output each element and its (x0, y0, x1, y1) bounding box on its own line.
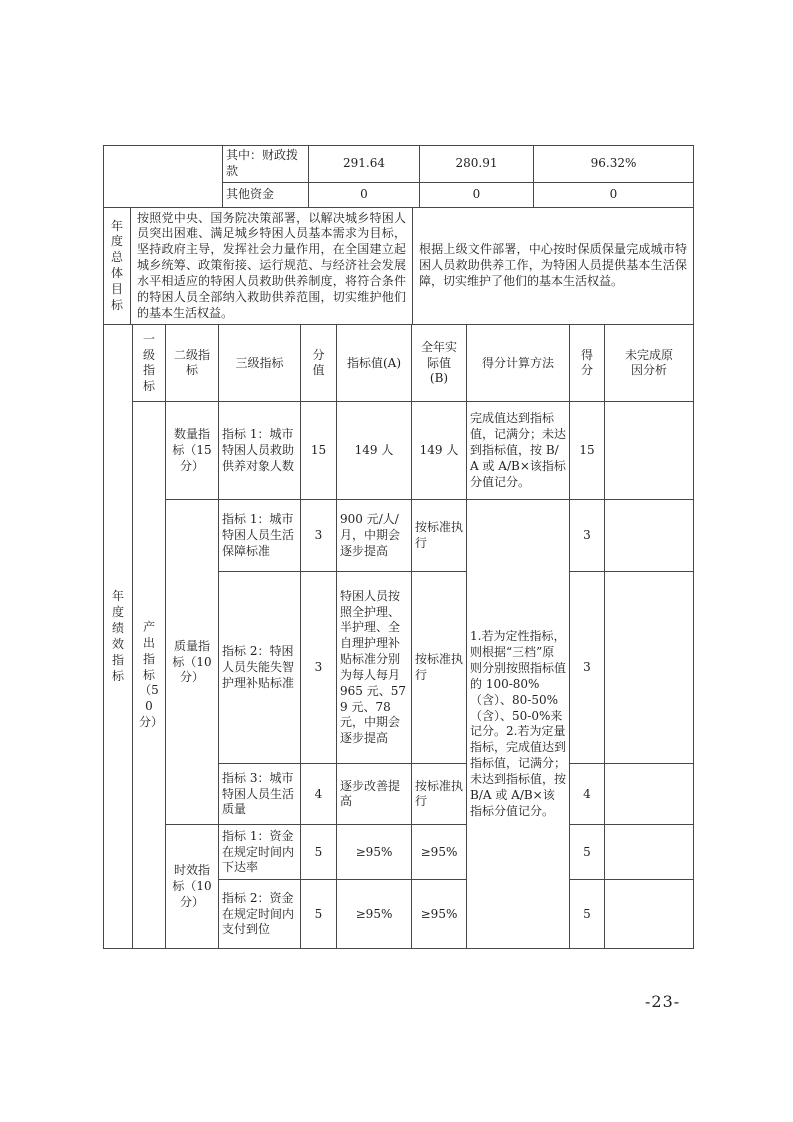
table-row (104, 500, 694, 572)
budget-value: 291.64 (309, 146, 420, 183)
points-value: 3 (301, 500, 337, 572)
points-value: 4 (301, 764, 337, 825)
annual-goal-table (103, 207, 694, 326)
score-value: 5 (570, 825, 605, 880)
indicator-name: 指标 1：资金在规定时间内下达率 (219, 825, 301, 880)
col-header-score: 得分 (570, 325, 605, 402)
indicator-name: 指标 3：城市特困人员生活质量 (219, 764, 301, 825)
score-value: 3 (570, 500, 605, 572)
points-value: 3 (301, 572, 337, 764)
points-value: 15 (301, 402, 337, 500)
table-row (104, 146, 694, 183)
indicator-name: 指标 1：城市特困人员救助供养对象人数 (219, 402, 301, 500)
actual-value: 149 人 (412, 402, 467, 500)
col-header-reason: 未完成原因分析 (605, 325, 694, 402)
score-value: 15 (570, 402, 605, 500)
actual-value: 按标准执行 (412, 764, 467, 825)
actual-value: ≥95% (412, 825, 467, 880)
col-header-actual: 全年实际值(B) (412, 325, 467, 402)
actual-value: ≥95% (412, 880, 467, 949)
col-header-method: 得分计算方法 (467, 325, 570, 402)
table-header-row (104, 325, 694, 402)
target-value: ≥95% (337, 825, 412, 880)
budget-table (103, 145, 694, 208)
table-row (104, 825, 694, 880)
reason-cell (605, 572, 694, 764)
budget-rate: 0 (534, 182, 694, 207)
target-value: ≥95% (337, 880, 412, 949)
reason-cell (605, 500, 694, 572)
target-value: 149 人 (337, 402, 412, 500)
score-value: 3 (570, 572, 605, 764)
group-label-quality: 质量指标（10分） (166, 500, 219, 825)
reason-cell (605, 825, 694, 880)
points-value: 5 (301, 880, 337, 949)
method-text: 完成值达到指标值，记满分；未达到指标值，按 B/A 或 A/B×该指标分值记分。 (467, 402, 570, 500)
page-number: -23- (645, 992, 681, 1011)
table-row (104, 402, 694, 500)
reason-cell (605, 764, 694, 825)
budget-row-label: 其他资金 (223, 182, 309, 207)
indicator-name: 指标 1：城市特困人员生活保障标准 (219, 500, 301, 572)
group-label-timeliness: 时效指标（10分） (166, 825, 219, 949)
reason-cell (605, 402, 694, 500)
points-value: 5 (301, 825, 337, 880)
reason-cell (605, 880, 694, 949)
col-header-target: 指标值(A) (337, 325, 412, 402)
indicator-name: 指标 2：特困人员失能失智护理补贴标准 (219, 572, 301, 764)
tables-container (103, 145, 694, 949)
annual-goal-result-text: 根据上级文件部署，中心按时保质保量完成城市特困人员救助供养工作，为特困人员提供基本生活保障，切实维护了他们的基本生活权益。 (413, 207, 694, 325)
actual-value: 按标准执行 (412, 572, 467, 764)
annual-goal-plan-text: 按照党中央、国务院决策部署，以解决城乡特困人员突出困难、满足城乡特困人员基本需求为目标，坚持政府主导，发挥社会力量作用，在全国建立起城乡统筹、政策衔接、运行规范、与经济社会发展水平相适应的特困人员救助供养制度，将符合条件的特困人员全部纳入救助供养范围，切实维护他们的基本生活权益。 (131, 207, 413, 325)
score-value: 4 (570, 764, 605, 825)
performance-table (103, 324, 694, 949)
actual-value: 按标准执行 (412, 500, 467, 572)
budget-row-label: 其中：财政拨款 (223, 146, 309, 183)
table-row (104, 207, 694, 325)
indicator-name: 指标 2：资金在规定时间内支付到位 (219, 880, 301, 949)
performance-row-header: 年度绩效指标 (104, 325, 133, 949)
col-header-level1: 一级指标 (133, 325, 166, 402)
level1-label: 产出指标（50分） (133, 402, 166, 949)
col-header-points: 分值 (301, 325, 337, 402)
budget-empty-cell (104, 146, 223, 208)
budget-actual: 0 (420, 182, 534, 207)
budget-rate: 96.32% (534, 146, 694, 183)
shared-method-text: 1.若为定性指标，则根据“三档”原则分别按照指标值的 100-80%（含）、80-50%（含）、50-0%来记分。2.若为定量指标，完成值达到指标值，记满分；未达到指标值，按 B/A 或 A/B×该指标分值记分。 (467, 500, 570, 949)
budget-value: 0 (309, 182, 420, 207)
col-header-level2: 二级指标 (166, 325, 219, 402)
annual-goal-header: 年度总体目标 (104, 207, 131, 325)
group-label-quantity: 数量指标（15分） (166, 402, 219, 500)
score-value: 5 (570, 880, 605, 949)
col-header-level3: 三级指标 (219, 325, 301, 402)
target-value: 特困人员按照全护理、半护理、全自理护理补贴标准分别为每人每月 965 元、579 元、78 元，中期会逐步提高 (337, 572, 412, 764)
target-value: 900 元/人/月，中期会逐步提高 (337, 500, 412, 572)
target-value: 逐步改善提高 (337, 764, 412, 825)
budget-actual: 280.91 (420, 146, 534, 183)
